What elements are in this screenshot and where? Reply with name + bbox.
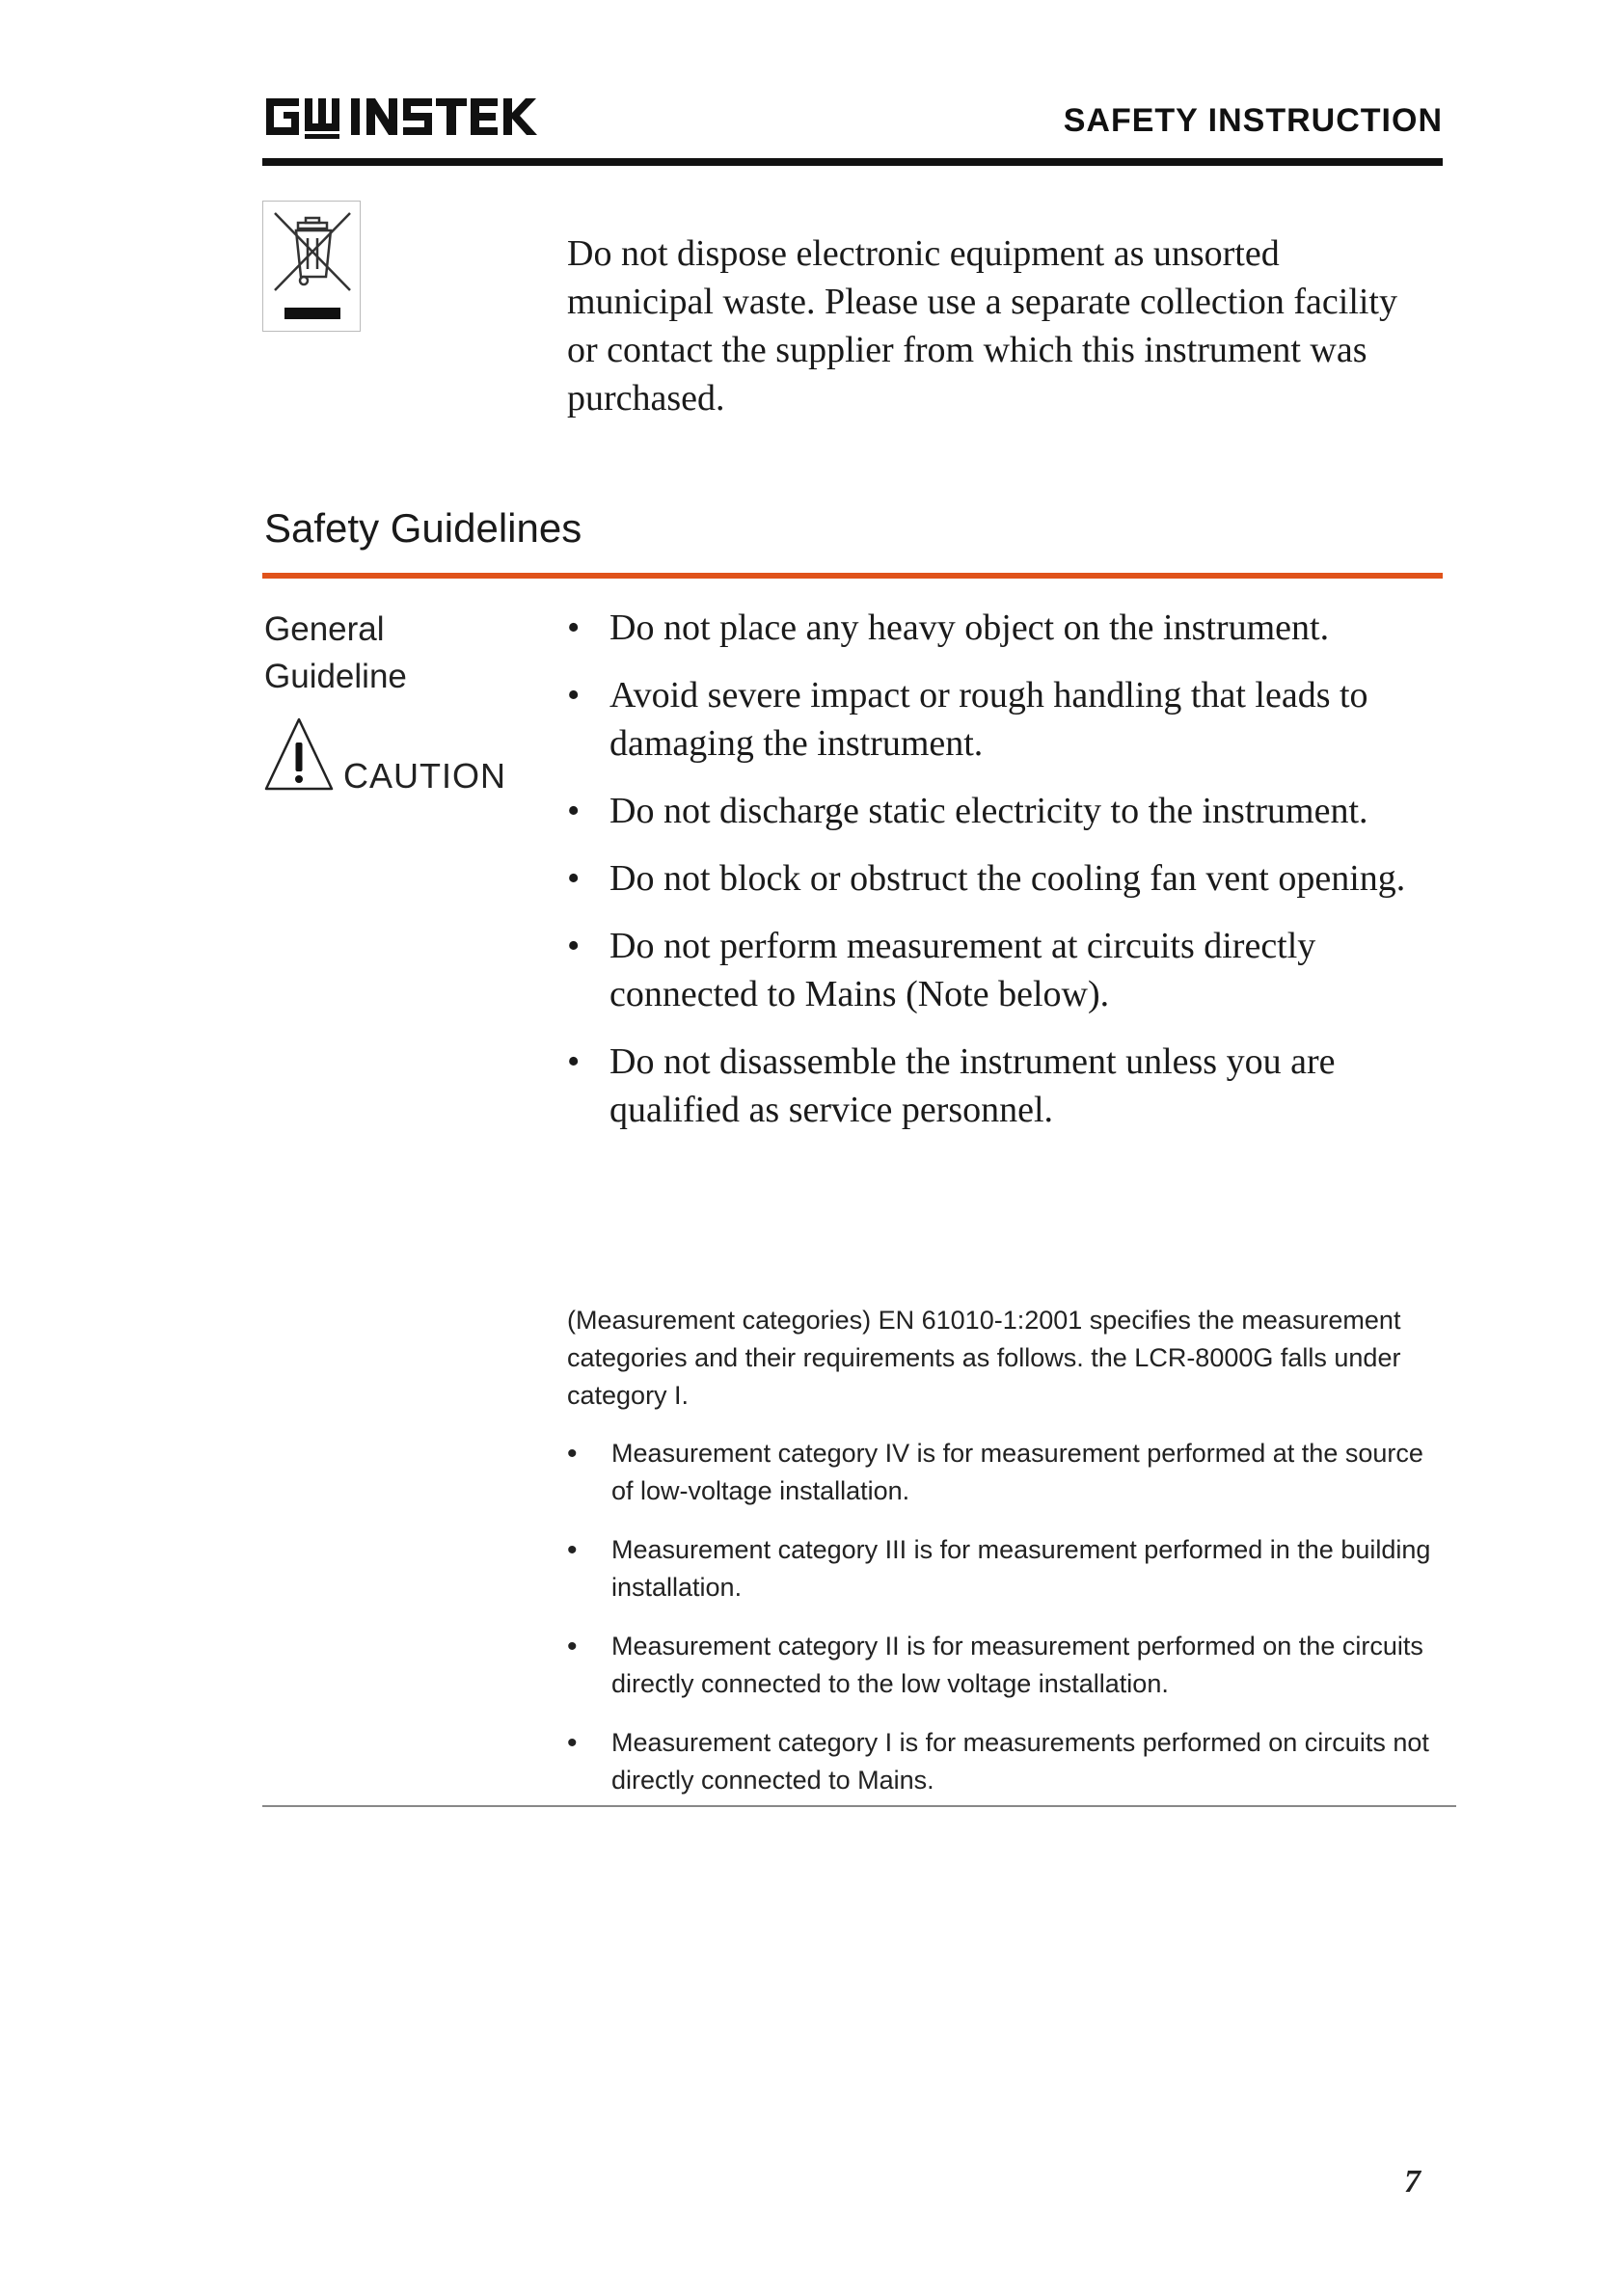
list-item-text: Do not block or obstruct the cooling fan vent opening. [609, 858, 1406, 899]
list-item-text: Do not discharge static electricity to the instrument. [609, 791, 1368, 831]
measurement-category-list [567, 1435, 1445, 1821]
bullet: • [567, 1041, 581, 1082]
page-number: 7 [1404, 2164, 1421, 2200]
bottom-rule [262, 1805, 1456, 1807]
header-rule [262, 158, 1443, 166]
bullet: • [567, 926, 581, 966]
list-item-text: Do not place any heavy object on the instrument. [609, 608, 1330, 648]
bullet: • [567, 1727, 578, 1759]
list-item [567, 604, 1445, 652]
bullet: • [567, 791, 581, 831]
bullet: • [567, 858, 581, 899]
side-label [264, 606, 407, 700]
crossed-out-wheelie-bin-icon [263, 202, 360, 331]
list-item-text: Avoid severe impact or rough handling that leads to damaging the instrument. [609, 675, 1368, 764]
list-item-text: Measurement category IV is for measurement performed at the source of low-voltage installation. [611, 1439, 1423, 1505]
weee-symbol [262, 201, 361, 332]
list-item-text: Do not disassemble the instrument unless you are qualified as service personnel. [609, 1041, 1336, 1130]
section-title: Safety Guidelines [264, 505, 582, 551]
measurement-categories-note: (Measurement categories) EN 61010-1:2001 specifies the measurement categories and their requirements as follows. the LCR-8000G falls under category I. [567, 1306, 1401, 1410]
caution-label [262, 716, 513, 795]
bullet: • [567, 1631, 578, 1662]
list-item-text: Measurement category III is for measurement performed in the building installation. [611, 1535, 1431, 1602]
gw-instek-logo [262, 93, 552, 141]
bullet: • [567, 675, 581, 716]
list-item [567, 671, 1445, 768]
list-item [567, 1724, 1445, 1799]
list-item [567, 1628, 1445, 1703]
side-label-line2: Guideline [264, 658, 407, 695]
list-item [567, 922, 1445, 1018]
bullet: • [567, 608, 581, 648]
list-item [567, 787, 1445, 835]
list-item-text: Measurement category II is for measurement performed on the circuits directly connected to the low voltage installation. [611, 1632, 1423, 1698]
caution-text: CAUTION [343, 756, 506, 796]
list-item [567, 1038, 1445, 1134]
list-item-text: Do not perform measurement at circuits directly connected to Mains (Note below). [609, 926, 1316, 1014]
weee-disposal-text: Do not dispose electronic equipment as unsorted municipal waste. Please use a separate collection facility or contact the supplier from which this instrument was purchased. [567, 233, 1397, 418]
side-label-line1: General [264, 610, 385, 648]
warning-triangle-icon [262, 716, 336, 795]
bullet: • [567, 1534, 578, 1566]
list-item-text: Measurement category I is for measurements performed on circuits not directly connected to Mains. [611, 1728, 1429, 1795]
header-title: SAFETY INSTRUCTION [1063, 102, 1443, 139]
guideline-list [567, 604, 1445, 1153]
list-item [567, 1435, 1445, 1510]
bullet: • [567, 1438, 578, 1470]
list-item [567, 854, 1445, 903]
list-item [567, 1531, 1445, 1606]
section-rule [262, 573, 1443, 579]
